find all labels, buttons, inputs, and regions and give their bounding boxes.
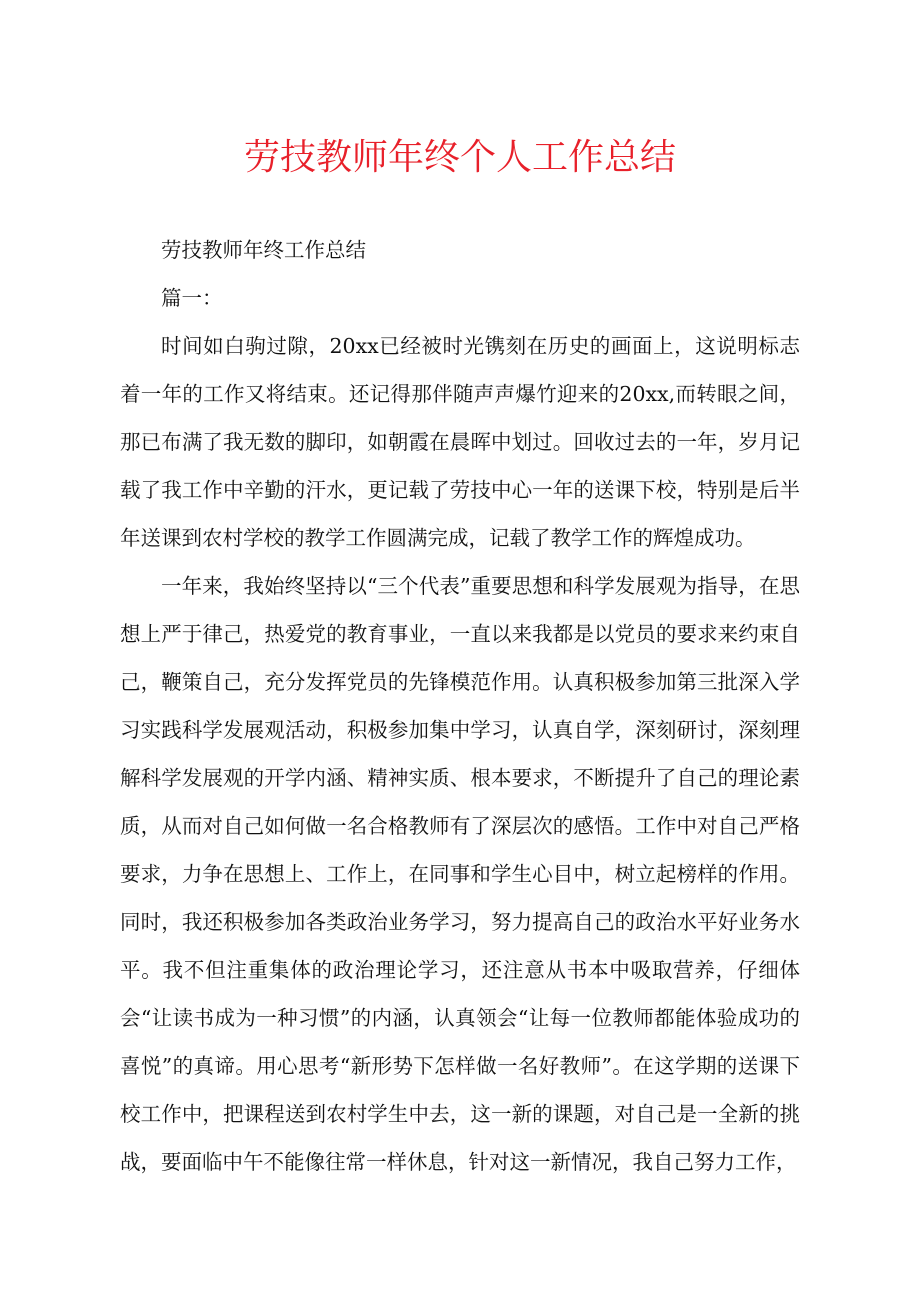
document-subtitle: 劳技教师年终工作总结 [161,238,366,262]
document-body [120,226,800,1186]
paragraph-1: 时间如白驹过隙，20xx已经被时光镌刻在历史的画面上，这说明标志着一年的工作又将结束。还记得那伴随声声爆竹迎来的20xx,而转眼之间，那已布满了我无数的脚印，如朝霞在晨晖中划过。回收过去的一年，岁月记载了我工作中辛勤的汗水，更记载了劳技中心一年的送课下校，特别是后半年送课到农村学校的教学工作圆满完成，记载了教学工作的辉煌成功。 [120,334,800,550]
document-title: 劳技教师年终个人工作总结 [243,137,676,178]
paragraph-2: 一年来，我始终坚持以“三个代表”重要思想和科学发展观为指导，在思想上严于律己，热爱党的教育事业，一直以来我都是以党员的要求来约束自己，鞭策自己，充分发挥党员的先锋模范作用。认真积极参加第三批深入学习实践科学发展观活动，积极参加集中学习，认真自学，深刻研讨，深刻理解科学发展观的开学内涵、精神实质、根本要求，不断提升了自己的理论素质，从而对自己如何做一名合格教师有了深层次的感悟。工作中对自己严格要求，力争在思想上、工作上，在同事和学生心目中，树立起榜样的作用。同时，我还积极参加各类政治业务学习，努力提高自己的政治水平好业务水平。我不但注重集体的政治理论学习，还注意从书本中吸取营养，仔细体会“让读书成为一种习惯”的内涵，认真领会“让每一位教师都能体验成功的喜悦”的真谛。用心思考“新形势下怎样做一名好教师”。在这学期的送课下校工作中，把课程送到农村学生中去，这一新的课题，对自己是一全新的挑战，要面临中午不能像往常一样休息，针对这一新情况，我自己努力工作， [120,574,800,1174]
section-label: 篇一： [161,286,223,310]
